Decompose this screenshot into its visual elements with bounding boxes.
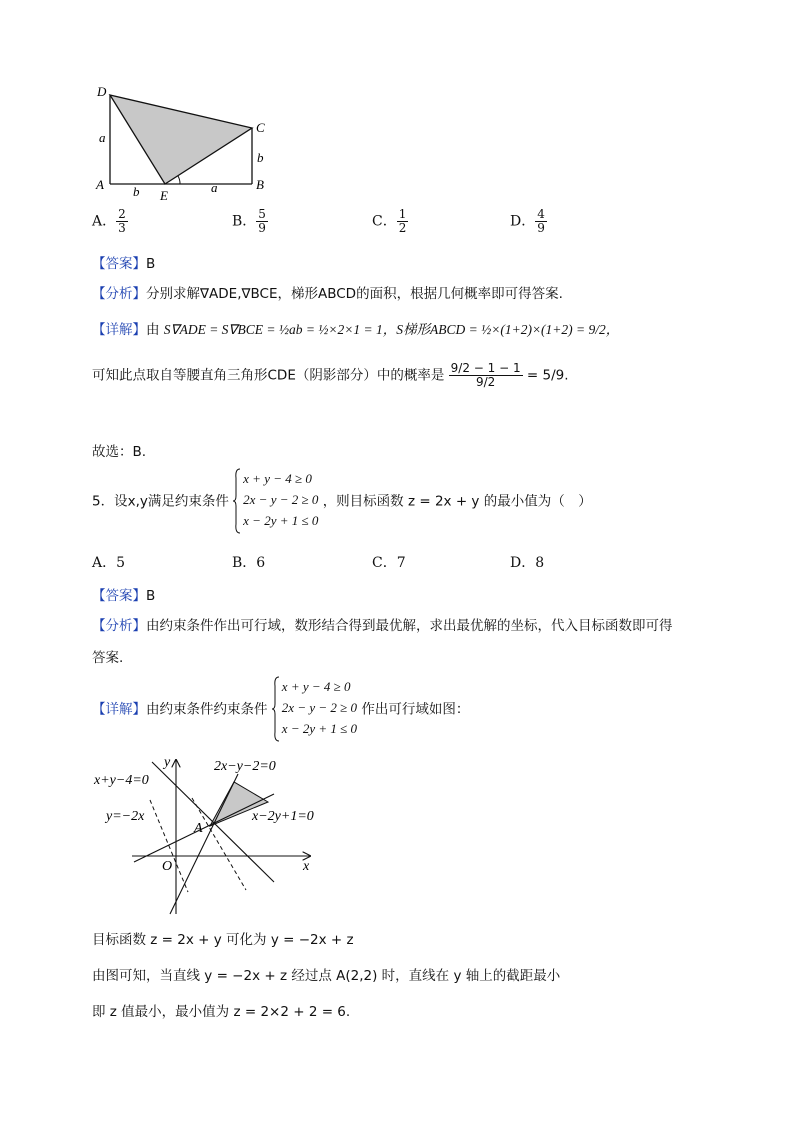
q5-line-a: 目标函数 z = 2x + y 可化为 y = −2x + z xyxy=(92,932,354,948)
q5-option-a: A．5 xyxy=(92,555,126,571)
q4-answer: 【答案】B xyxy=(92,256,156,272)
label-point-a: A xyxy=(194,821,203,836)
label-line-2x-minus-y: 2x−y−2=0 xyxy=(214,759,276,774)
label-b-bottom: b xyxy=(133,184,140,199)
label-a-left: a xyxy=(99,130,106,145)
q4-option-c: C． $\frac{1}{2}$ xyxy=(372,207,407,235)
q4-probability: 可知此点取自等腰直角三角形CDE（阴影部分）中的概率是 $\frac{9/2 - 1 - 1}{9/2}$ = 5/9. xyxy=(92,361,569,389)
q5-analysis-line1: 【分析】由约束条件作出可行域，数形结合得到最优解，求出最优解的坐标，代入目标函数即可得 xyxy=(92,618,673,634)
label-x-axis: x xyxy=(303,859,310,874)
q5-line-c: 即 z 值最小，最小值为 z = 2×2 + 2 = 6. xyxy=(92,1004,351,1020)
label-C: C xyxy=(256,120,265,135)
shaded-triangle-cde xyxy=(110,95,252,184)
label-y-axis: y xyxy=(164,755,171,770)
q5-option-b: B．6 xyxy=(232,555,266,571)
q5-detail-constraint-system: x + y − 4 ≥ 0 2x − y − 2 ≥ 0 x − 2y + 1 ≤ 0 xyxy=(272,676,357,739)
q5-answer: 【答案】B xyxy=(92,588,156,604)
label-origin: O xyxy=(162,859,173,874)
q5-option-c: C．7 xyxy=(372,555,406,571)
q5-detail: 【详解】由约束条件约束条件 x + y − 4 ≥ 0 2x − y − 2 ≥ 0 x − 2y + 1 ≤ 0 作出可行域如图： xyxy=(92,676,469,739)
q5-option-d: D．8 xyxy=(510,555,545,571)
q4-option-a: A． $\frac{2}{3}$ xyxy=(92,207,126,235)
q4-conclusion: 故选：B. xyxy=(92,444,147,460)
q4-analysis: 【分析】分别求解∇ADE,∇BCE，梯形ABCD的面积，根据几何概率即可得答案. xyxy=(92,286,563,302)
q5-stem: 5．设x,y满足约束条件 x + y − 4 ≥ 0 2x − y − 2 ≥ 0 x − 2y + 1 ≤ 0 ，则目标函数 z = 2x + y 的最小值为（ ） xyxy=(92,468,592,531)
label-D: D xyxy=(97,84,107,99)
label-b-right: b xyxy=(257,150,264,165)
q5-constraint-system: x + y − 4 ≥ 0 2x − y − 2 ≥ 0 x − 2y + 1 ≤ 0 xyxy=(233,468,318,531)
trapezoid-figure xyxy=(90,80,280,205)
label-line-y-neg-2x: y=−2x xyxy=(106,809,145,824)
q4-option-b: B． $\frac{5}{9}$ xyxy=(232,207,266,235)
q4-detail: 【详解】由 S∇ADE = S∇BCE = ½ab = ½×2×1 = 1，S梯形ABCD = ½×(1+2)×(1+2) = 9/2， xyxy=(92,322,620,338)
q5-line-b: 由图可知，当直线 y = −2x + z 经过点 A(2,2) 时，直线在 y 轴上的截距最小 xyxy=(92,968,561,984)
q4-option-d: D． $\frac{4}{9}$ xyxy=(510,207,545,235)
label-a-bottom: a xyxy=(211,180,218,195)
label-E: E xyxy=(160,188,168,203)
label-A: A xyxy=(96,177,104,192)
feasible-region-graph xyxy=(92,752,332,922)
q5-analysis-line2: 答案. xyxy=(92,650,124,666)
label-line-x-minus-2y: x−2y+1=0 xyxy=(252,809,314,824)
label-B: B xyxy=(256,177,264,192)
label-line-x-plus-y: x+y−4=0 xyxy=(94,773,149,788)
